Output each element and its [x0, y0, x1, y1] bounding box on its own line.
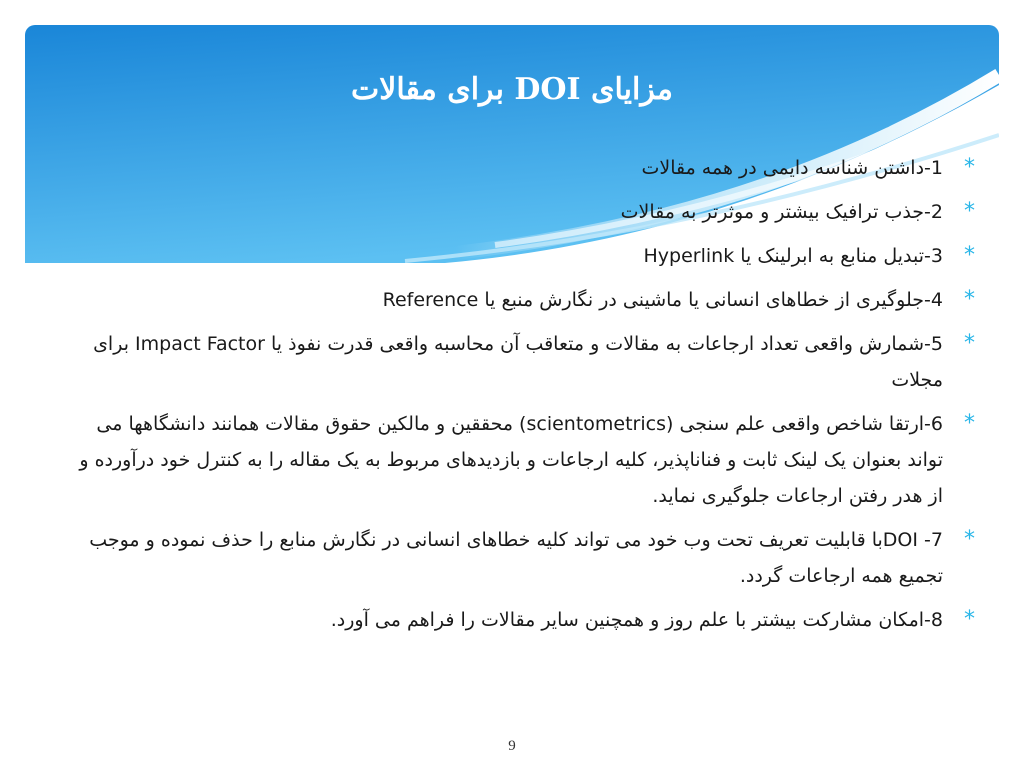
asterisk-bullet-icon: * [964, 199, 975, 224]
asterisk-bullet-icon: * [964, 331, 975, 356]
page-number: 9 [508, 738, 516, 754]
list-item [60, 238, 975, 274]
bullet-text: 2-جذب ترافیک بیشتر و موثرتر به مقالات [620, 201, 943, 223]
list-item [60, 406, 975, 514]
bullet-text: 5-شمارش واقعی تعداد ارجاعات به مقالات و متعاقب آن محاسبه واقعی قدرت نفوذ یا Impact Factor برای مجلات [93, 333, 943, 391]
list-item [60, 326, 975, 398]
asterisk-bullet-icon: * [964, 607, 975, 632]
bullet-list [60, 150, 975, 646]
bullet-text: 4-جلوگیری از خطاهای انسانی یا ماشینی در نگارش منبع یا Reference [382, 289, 943, 311]
bullet-text: 6-ارتقا شاخص واقعی علم سنجی (scientometrics) محققین و مالکین حقوق مقالات همانند دانشگاهها می تواند بعنوان یک لینک ثابت و فناناپذیر، کلیه ارجاعات و بازدیدهای مربوط به یک مقاله را به کنترل خود درآورده و از هدر رفتن ارجاعات جلوگیری نماید. [79, 413, 943, 507]
list-item [60, 150, 975, 186]
asterisk-bullet-icon: * [964, 243, 975, 268]
asterisk-bullet-icon: * [964, 411, 975, 436]
bullet-text: 1-داشتن شناسه دایمی در همه مقالات [641, 157, 943, 179]
slide-title: مزایای DOI برای مقالات [351, 72, 673, 107]
list-item [60, 194, 975, 230]
asterisk-bullet-icon: * [964, 527, 975, 552]
asterisk-bullet-icon: * [964, 155, 975, 180]
list-item [60, 602, 975, 638]
bullet-text: 7- DOIبا قابلیت تعریف تحت وب خود می تواند کلیه خطاهای انسانی در نگارش منابع را حذف نموده و موجب تجمیع همه ارجاعات گردد. [89, 529, 943, 587]
bullet-text: 8-امکان مشارکت بیشتر با علم روز و همچنین سایر مقالات را فراهم می آورد. [330, 609, 943, 631]
bullet-text: 3-تبدیل منابع به ابرلینک یا Hyperlink [643, 245, 943, 267]
list-item [60, 522, 975, 594]
asterisk-bullet-icon: * [964, 287, 975, 312]
list-item [60, 282, 975, 318]
